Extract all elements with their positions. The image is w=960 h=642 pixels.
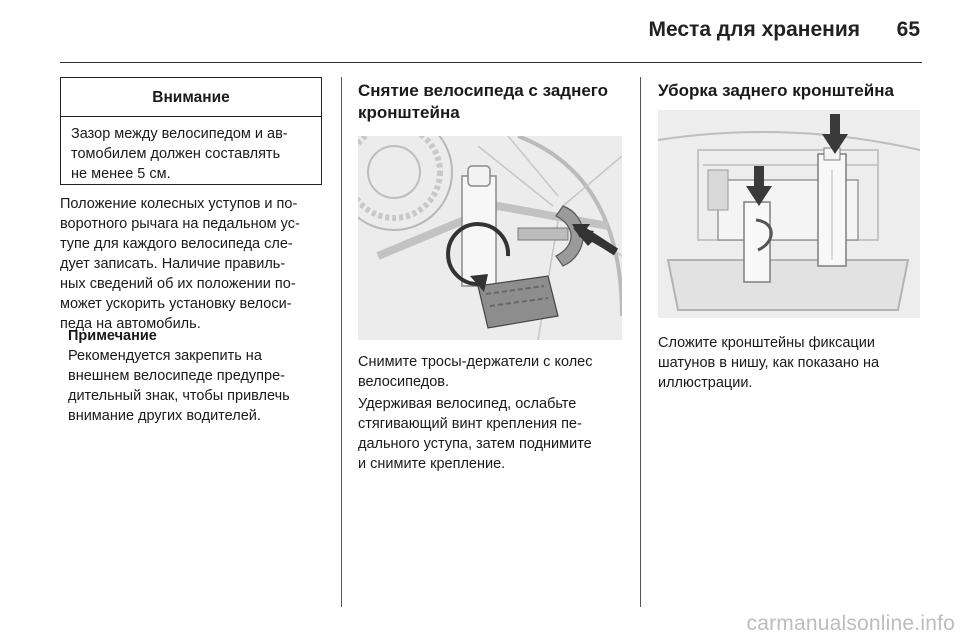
text-line: велосипедов. [358,374,450,390]
illustration-bike-removal [358,136,622,340]
column-divider-1 [341,77,342,607]
text-line: Удерживая велосипед, ослабьте [358,396,577,412]
warning-title: Внимание [61,78,321,117]
note-line: Рекомендуется закрепить на [68,348,262,364]
bike-removal-drawing [358,136,622,340]
column2-paragraph-2 [358,394,628,474]
title-line: кронштейна [358,103,460,122]
title-line: Снятие велосипеда с заднего [358,81,609,100]
note-block [68,326,330,426]
section-title-removal [358,80,628,124]
header-rule [60,62,922,63]
column2-paragraph-1 [358,352,628,392]
warning-line: томобилем должен составлять [71,146,281,162]
section-title-storage: Уборка заднего кронштейна [658,81,894,100]
text-line: Сложите кронштейны фиксации [658,335,875,351]
text-line: ных сведений об их положении по- [60,276,296,292]
text-line: может ускорить установку велоси- [60,296,292,312]
note-line: дительный знак, чтобы привлечь [68,388,290,404]
text-line: тупе для каждого велосипеда сле- [60,236,293,252]
column-divider-2 [640,77,641,607]
note-line: внимание других водителей. [68,408,261,424]
text-line: воротного рычага на педальном ус- [60,216,300,232]
note-line: внешнем велосипеде предупре- [68,368,285,384]
illustration-bracket-storage [658,110,920,318]
column3-paragraph [658,333,928,393]
text-line: дует записать. Наличие правиль- [60,256,286,272]
text-line: стягивающий винт крепления пе- [358,416,582,432]
watermark: carmanualsonline.info [746,612,955,635]
text-line: иллюстрации. [658,375,753,391]
bracket-storage-drawing [658,110,920,318]
warning-line: не менее 5 см. [71,166,171,182]
page-header-title: Места для хранения [648,18,860,41]
text-line: Положение колесных уступов и по- [60,196,298,212]
warning-text [61,117,321,184]
page-number: 65 [896,18,920,41]
text-line: и снимите крепление. [358,456,506,472]
warning-line: Зазор между велосипедом и ав- [71,126,288,142]
text-line: дального уступа, затем поднимите [358,436,592,452]
note-title: Примечание [68,328,157,344]
text-line: шатунов в нишу, как показано на [658,355,880,371]
column1-paragraph [60,194,328,334]
text-line: педа на автомобиль. [60,316,201,332]
warning-box [60,77,322,185]
text-line: Снимите тросы-держатели с колес [358,354,593,370]
